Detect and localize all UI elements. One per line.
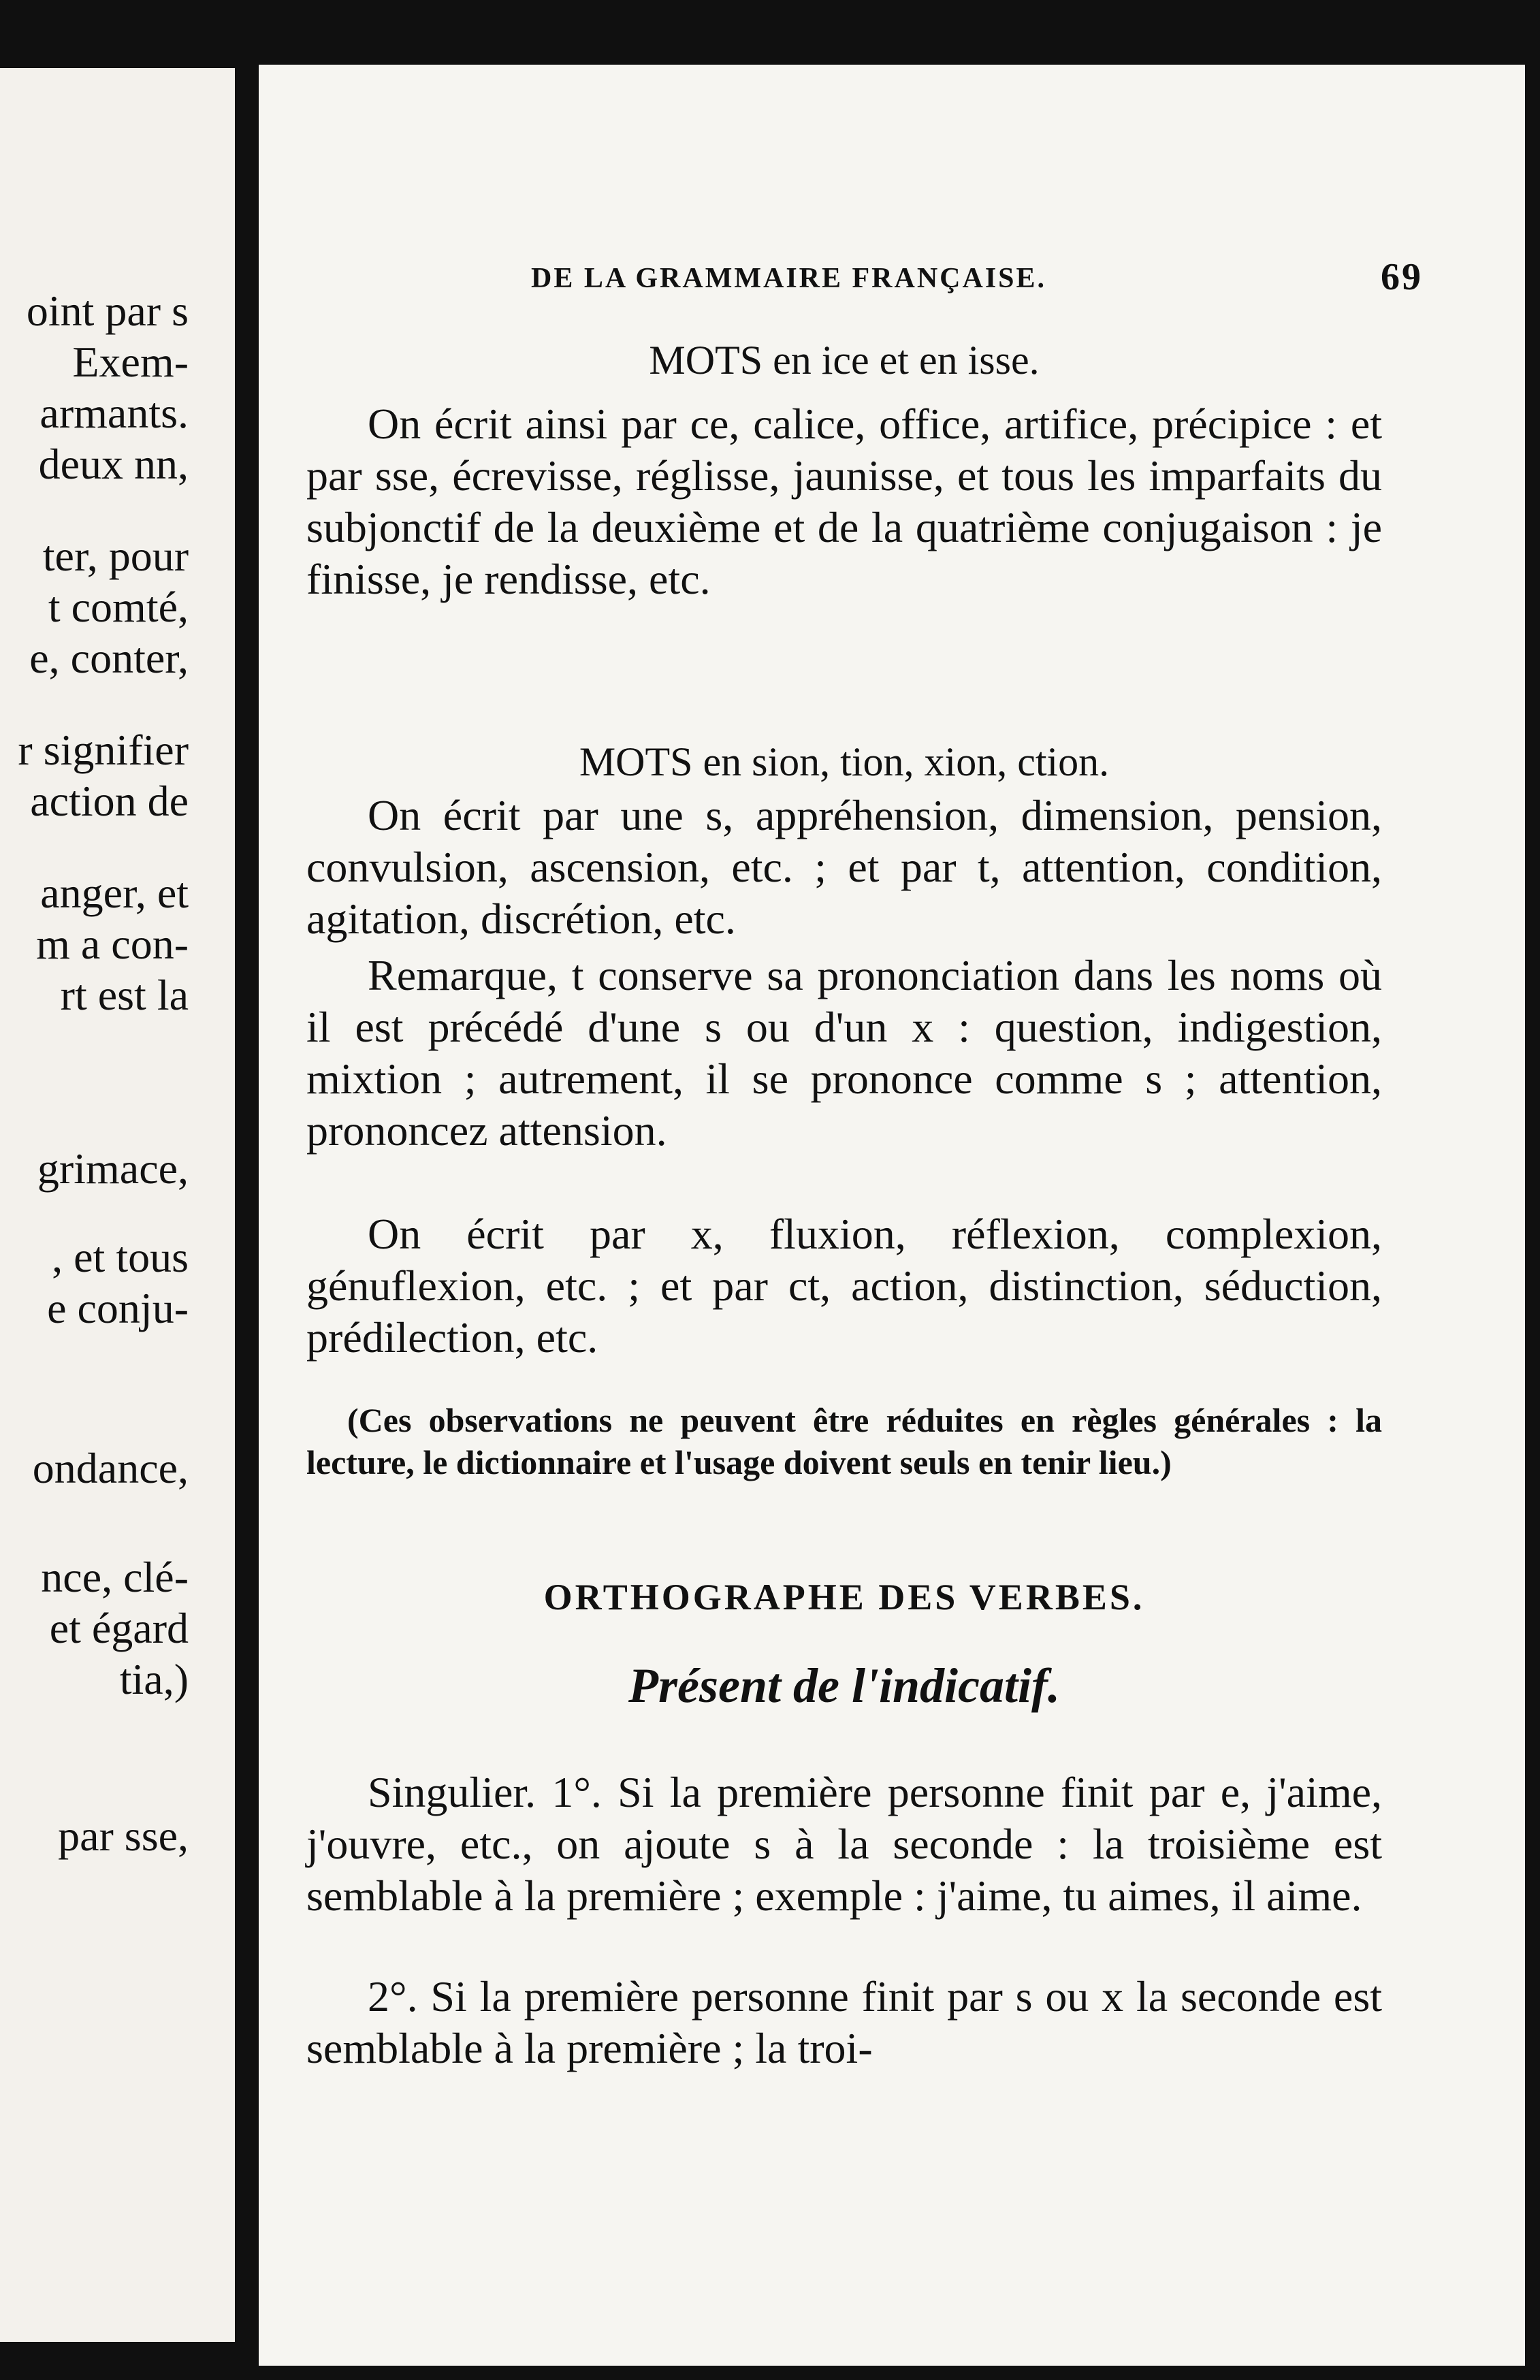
left-page-line: par sse, [58,1812,189,1860]
left-page-line: , et tous [52,1233,189,1281]
left-page-line: e conju- [47,1284,189,1332]
left-page-line: action de [30,777,189,825]
left-page-line: et égard [49,1604,189,1652]
paragraph-sion-tion: On écrit par une s, appréhension, dimension, pension, convulsion, ascension, etc. ; et par t, attention, condition, agitation, discrétion, etc. [306,791,1382,943]
paragraph-ice-isse: On écrit ainsi par ce, calice, office, artifice, précipice : et par sse, écrevisse, réglisse, jaunisse, et tous les imparfaits du subjonctif de la deuxième et de la quatrième conjugaison : je finisse, je rendisse, etc. [306,400,1382,603]
left-page-line: nce, clé- [41,1553,189,1601]
left-page-fragment [0,68,235,2342]
left-page-line: grimace, [37,1144,189,1193]
left-page-line: t comté, [48,583,189,631]
left-page-line: m a con- [36,920,189,968]
right-page [259,65,1525,2366]
paragraph-singulier: Singulier. 1°. Si la première personne finit par e, j'aime, j'ouvre, etc., on ajoute s à la seconde : la troisième est semblable à la première ; exemple : j'aime, tu aimes, il aime. [306,1768,1382,1920]
running-head-title: DE LA GRAMMAIRE FRANÇAISE. [531,263,1047,294]
left-page-line: anger, et [40,869,189,917]
section-title-sion-tion: MOTS en sion, tion, xion, ction. [579,739,1110,784]
left-page-line: rt est la [60,971,189,1019]
section-title-orthographe-verbes: ORTHOGRAPHE DES VERBES. [543,1577,1145,1618]
left-page-line: ondance, [32,1444,189,1492]
section-title-ice-isse: MOTS en ice et en isse. [649,338,1040,383]
left-page-line: armants. [39,389,189,437]
left-page-line: ter, pour [42,532,189,580]
paragraph-second-rule: 2°. Si la première personne finit par s ou x la seconde est semblable à la première ; la troi- [306,1972,1382,2072]
left-page-line: r signifier [18,726,189,774]
left-page-line: oint par s [26,287,189,335]
left-page-line: Exem- [72,338,189,386]
note-observations: (Ces observations ne peuvent être réduites en règles générales : la lecture, le dictionnaire et l'usage doivent seuls en tenir lieu.) [306,1401,1382,1481]
left-page-line: tia,) [119,1655,189,1703]
section-title-present-indicatif: Présent de l'indicatif. [628,1658,1060,1713]
page-number: 69 [1381,256,1423,298]
left-page-line: deux nn, [38,440,189,488]
paragraph-xion-ction: On écrit par x, fluxion, réflexion, complexion, génuflexion, etc. ; et par ct, action, distinction, séduction, prédilection, etc. [306,1210,1382,1362]
paragraph-remarque: Remarque, t conserve sa prononciation dans les noms où il est précédé d'une s ou d'un x : question, indigestion, mixtion ; autrement, il se prononce comme s ; attention, prononcez attension. [306,951,1382,1155]
left-page-line: e, conter, [29,634,189,682]
